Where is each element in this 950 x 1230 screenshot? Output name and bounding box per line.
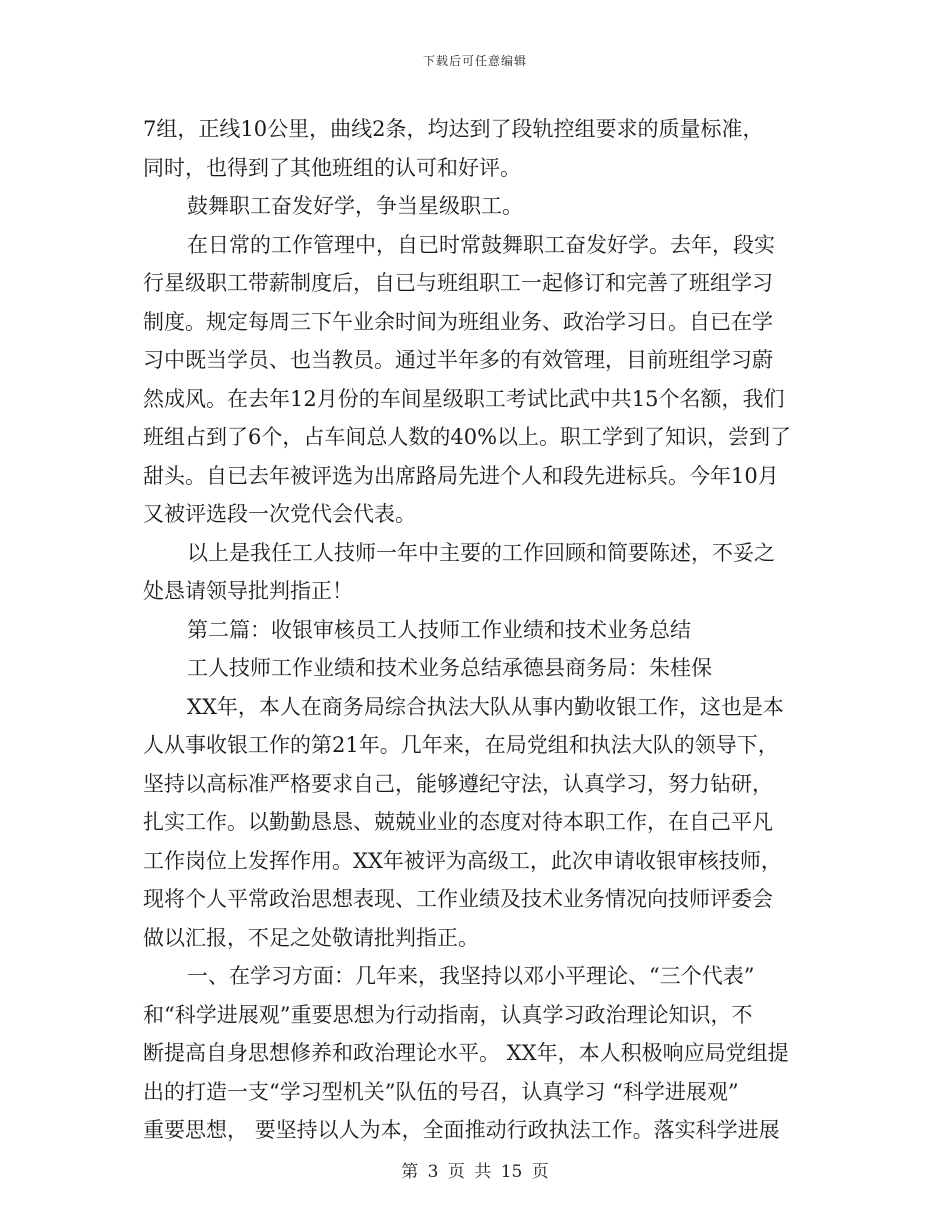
- text-line: 断提高自身思想修养和政治理论水平。 XX年，本人积极响应局党组提: [143, 1041, 789, 1065]
- text-line: 工人技师工作业绩和技术业务总结承德县商务局：朱桂保: [187, 656, 712, 680]
- text-line: 人从事收银工作的第21年。几年来，在局党组和执法大队的领导下，: [143, 733, 779, 757]
- text-line: 出的打造一支“学习型机关”队伍的号召，认真学习 “科学进展观”: [143, 1079, 739, 1104]
- text-line: 制度。规定每周三下午业余时间为班组业务、政治学习日。自已在学: [143, 309, 773, 334]
- text-line: 做以汇报，不足之处敬请批判指正。: [143, 925, 479, 950]
- text-line: 在日常的工作管理中，自已时常鼓舞职工奋发好学。去年，段实: [187, 232, 775, 257]
- text-line: 工作岗位上发挥作用。XX年被评为高级工，此次申请收银审核技师，: [143, 848, 782, 873]
- page-header: 下载后可任意编辑: [422, 54, 527, 68]
- text-line: 一、在学习方面：几年来，我坚持以邓小平理论、“三个代表”: [187, 964, 755, 988]
- text-line: XX年，本人在商务局综合执法大队从事内勤收银工作，这也是本: [187, 694, 784, 719]
- document-body: [143, 110, 808, 1150]
- text-line: 甜头。自已去年被评选为出席路局先进个人和段先进标兵。今年10月: [143, 463, 779, 488]
- text-line: 7组，正线10公里，曲线2条，均达到了段轨控组要求的质量标准，: [143, 117, 764, 141]
- text-line: 行星级职工带薪制度后，自已与班组职工一起修订和完善了班组学习: [143, 271, 773, 295]
- text-line: 鼓舞职工奋发好学，争当星级职工。: [187, 194, 523, 218]
- text-line: 和“科学进展观”重要思想为行动指南，认真学习政治理论知识，不: [143, 1002, 753, 1027]
- text-line: 习中既当学员、也当教员。通过半年多的有效管理，目前班组学习蔚: [143, 348, 773, 372]
- text-line: 扎实工作。以勤勤恳恳、兢兢业业的态度对待本职工作，在自己平凡: [143, 810, 773, 834]
- text-line: 重要思想， 要坚持以人为本，全面推动行政执法工作。落实科学进展: [143, 1118, 780, 1142]
- text-line: 又被评选段一次党代会代表。: [143, 502, 416, 526]
- page-footer: 第 3 页 共 15 页: [401, 1162, 549, 1182]
- text-line: 同时，也得到了其他班组的认可和好评。: [143, 155, 521, 180]
- text-line: 处恳请领导批判指正！: [143, 579, 353, 603]
- text-line: 班组占到了6个，占车间总人数的40%以上。职工学到了知识，尝到了: [143, 425, 792, 449]
- text-line: 第二篇：收银审核员工人技师工作业绩和技术业务总结: [187, 617, 691, 642]
- text-line: 然成风。在去年12月份的车间星级职工考试比武中共15个名额，我们: [143, 386, 785, 411]
- text-line: 现将个人平常政治思想表现、工作业绩及技术业务情况向技师评委会: [143, 887, 773, 911]
- text-line: 坚持以高标准严格要求自己，能够遵纪守法，认真学习，努力钻研，: [143, 771, 773, 796]
- text-line: 以上是我任工人技师一年中主要的工作回顾和简要陈述，不妥之: [187, 540, 775, 565]
